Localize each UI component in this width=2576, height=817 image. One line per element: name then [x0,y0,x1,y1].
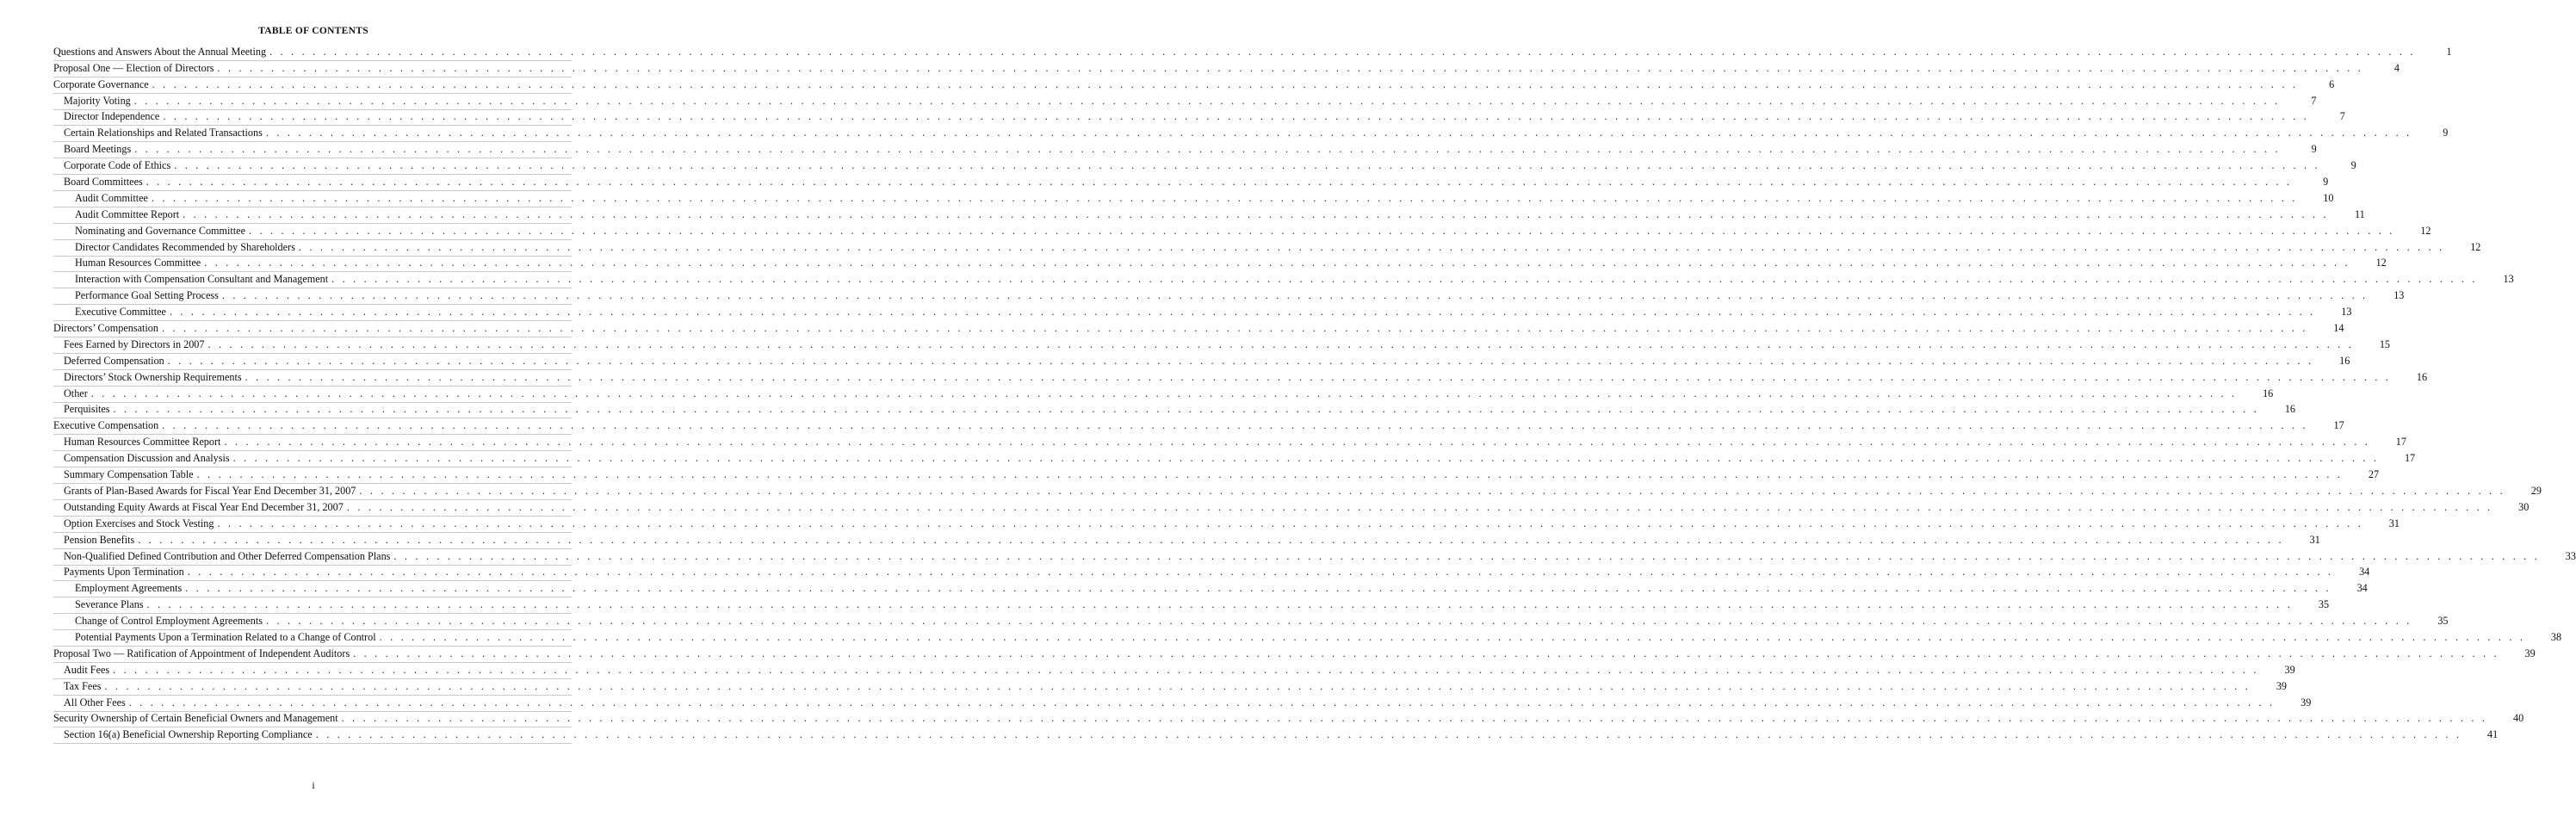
toc-entry [53,207,2365,224]
toc-entry [53,61,2400,77]
toc-entry-label: Audit Committee Report [75,207,180,220]
dot-leader: . . . . . . . . . . . . . . . . . . . . . . . . . . . . . . . . . . . . . . . . . . . . . . . . . . . . . . . . . . . . . . . . . . . . . . . . . . . . . . . . . . . . . . . . . . . . . . . . . . . . . . . . . . . . . . . . . . . . . . . . . . . . . . . . . . . . . . . . . . . . . . . . . . . . . . . . . . . . . . . . . . . . . . . . . . . . . . . . . . . . . . . . . . . . . . . . . . . . . . . . [217,517,2363,529]
toc-entry-label: Grants of Plan-Based Awards for Fiscal Year End December 31, 2007 [64,484,356,497]
toc-entry-page: 6 [2329,77,2335,90]
toc-entry [53,500,2530,517]
toc-entry [53,110,2345,127]
dot-leader: . . . . . . . . . . . . . . . . . . . . . . . . . . . . . . . . . . . . . . . . . . . . . . . . . . . . . . . . . . . . . . . . . . . . . . . . . . . . . . . . . . . . . . . . . . . . . . . . . . . . . . . . . . . . . . . . . . . . . . . . . . . . . . . . . . . . . . . . . . . . . . . . . . . . . . . . . . . . . . . . . . . . . . . . . . . . . . . . . . . . . . . . . . . . . . . . . . . . . . . . [196,468,2344,481]
dot-leader: . . . . . . . . . . . . . . . . . . . . . . . . . . . . . . . . . . . . . . . . . . . . . . . . . . . . . . . . . . . . . . . . . . . . . . . . . . . . . . . . . . . . . . . . . . . . . . . . . . . . . . . . . . . . . . . . . . . . . . . . . . . . . . . . . . . . . . . . . . . . . . . . . . . . . . . . . . . . . . . . . . . . . . . . . . . . . . . . . . . . . . . . . . . . . . . . . . . . . . . . [134,143,2281,156]
dot-leader: . . . . . . . . . . . . . . . . . . . . . . . . . . . . . . . . . . . . . . . . . . . . . . . . . . . . . . . . . . . . . . . . . . . . . . . . . . . . . . . . . . . . . . . . . . . . . . . . . . . . . . . . . . . . . . . . . . . . . . . . . . . . . . . . . . . . . . . . . . . . . . . . . . . . . . . . . . . . . . . . . . . . . . . . . . . . . . . . . . . . . . . . . . . . . . . . . . . . . . . . [232,452,2380,465]
toc-entry-label: Severance Plans [75,598,144,611]
toc-entry [53,321,2344,337]
toc-entry-page: 12 [2420,224,2431,237]
toc-entry-label: Fees Earned by Directors in 2007 [64,337,205,350]
toc-entry [53,403,2296,419]
toc-entry-page: 15 [2379,337,2390,350]
dot-leader: . . . . . . . . . . . . . . . . . . . . . . . . . . . . . . . . . . . . . . . . . . . . . . . . . . . . . . . . . . . . . . . . . . . . . . . . . . . . . . . . . . . . . . . . . . . . . . . . . . . . . . . . . . . . . . . . . . . . . . . . . . . . . . . . . . . . . . . . . . . . . . . . . . . . . . . . . . . . . . . . . . . . . . . . . . . . . . . . . . . . . . . . . . . . . . . . . . . . . . . . [113,663,2259,676]
toc-entry [53,77,2335,94]
dot-leader: . . . . . . . . . . . . . . . . . . . . . . . . . . . . . . . . . . . . . . . . . . . . . . . . . . . . . . . . . . . . . . . . . . . . . . . . . . . . . . . . . . . . . . . . . . . . . . . . . . . . . . . . . . . . . . . . . . . . . . . . . . . . . . . . . . . . . . . . . . . . . . . . . . . . . . . . . . . . . . . . . . . . . . . . . . . . . . . . . . . . . . . . . . . . . . . . . . . . . . . . [249,224,2395,237]
toc-entry [53,370,2428,387]
dot-leader: . . . . . . . . . . . . . . . . . . . . . . . . . . . . . . . . . . . . . . . . . . . . . . . . . . . . . . . . . . . . . . . . . . . . . . . . . . . . . . . . . . . . . . . . . . . . . . . . . . . . . . . . . . . . . . . . . . . . . . . . . . . . . . . . . . . . . . . . . . . . . . . . . . . . . . . . . . . . . . . . . . . . . . . . . . . . . . . . . . . . . . . . . . . . . . . . . . . . . . . . [161,322,2308,335]
toc-entry-label: Outstanding Equity Awards at Fiscal Year End December 31, 2007 [64,500,344,513]
toc-entry [53,679,2287,696]
toc-entry [53,630,2562,647]
toc-list [53,45,2576,744]
toc-entry [53,484,2542,500]
toc-entry-page: 30 [2518,500,2530,513]
toc-entry [53,387,2274,403]
toc-entry [53,566,2370,582]
dot-leader: . . . . . . . . . . . . . . . . . . . . . . . . . . . . . . . . . . . . . . . . . . . . . . . . . . . . . . . . . . . . . . . . . . . . . . . . . . . . . . . . . . . . . . . . . . . . . . . . . . . . . . . . . . . . . . . . . . . . . . . . . . . . . . . . . . . . . . . . . . . . . . . . . . . . . . . . . . . . . . . . . . . . . . . . . . . . . . . . . . . . . . . . . . . . . . . . . . . . . . . . [187,566,2334,579]
toc-entry-label: Summary Compensation Table [64,468,194,481]
toc-entry-page: 9 [2323,176,2329,189]
dot-leader: . . . . . . . . . . . . . . . . . . . . . . . . . . . . . . . . . . . . . . . . . . . . . . . . . . . . . . . . . . . . . . . . . . . . . . . . . . . . . . . . . . . . . . . . . . . . . . . . . . . . . . . . . . . . . . . . . . . . . . . . . . . . . . . . . . . . . . . . . . . . . . . . . . . . . . . . . . . . . . . . . . . . . . . . . . . . . . . . . . . . . . . . . . . . . . . . . . . . . . . . [353,647,2499,659]
toc-entry-label: Proposal Two — Ratification of Appointment of Independent Auditors [53,647,350,659]
toc-entry-page: 39 [2300,696,2312,709]
dot-leader: . . . . . . . . . . . . . . . . . . . . . . . . . . . . . . . . . . . . . . . . . . . . . . . . . . . . . . . . . . . . . . . . . . . . . . . . . . . . . . . . . . . . . . . . . . . . . . . . . . . . . . . . . . . . . . . . . . . . . . . . . . . . . . . . . . . . . . . . . . . . . . . . . . . . . . . . . . . . . . . . . . . . . . . . . . . . . . . . . . . . . . . . . . . . . . . . . . . . . . . . [163,110,2309,123]
toc-entry-page: 33 [2565,549,2576,562]
page-title: TABLE OF CONTENTS [258,26,368,36]
toc-entry [53,337,2390,354]
toc-entry-label: Director Independence [64,110,160,123]
toc-entry [53,354,2350,370]
toc-entry-page: 31 [2388,517,2400,529]
toc-entry-page: 17 [2404,452,2416,465]
toc-entry-label: Perquisites [64,403,110,416]
dot-leader: . . . . . . . . . . . . . . . . . . . . . . . . . . . . . . . . . . . . . . . . . . . . . . . . . . . . . . . . . . . . . . . . . . . . . . . . . . . . . . . . . . . . . . . . . . . . . . . . . . . . . . . . . . . . . . . . . . . . . . . . . . . . . . . . . . . . . . . . . . . . . . . . . . . . . . . . . . . . . . . . . . . . . . . . . . . . . . . . . . . . . . . . . . . . . . . . . . . . . . . . [245,370,2392,383]
toc-entry [53,712,2524,728]
toc-entry-label: Option Exercises and Stock Vesting [64,517,214,529]
toc-entry-page: 16 [2339,354,2350,367]
toc-entry-label: Employment Agreements [75,582,183,595]
toc-entry [53,272,2514,288]
toc-entry [53,597,2330,614]
dot-leader: . . . . . . . . . . . . . . . . . . . . . . . . . . . . . . . . . . . . . . . . . . . . . . . . . . . . . . . . . . . . . . . . . . . . . . . . . . . . . . . . . . . . . . . . . . . . . . . . . . . . . . . . . . . . . . . . . . . . . . . . . . . . . . . . . . . . . . . . . . . . . . . . . . . . . . . . . . . . . . . . . . . . . . . . . . . . . . . . . . . . . . . . . . . . . . . . . . . . . . . . [113,403,2260,416]
toc-entry [53,696,2312,712]
toc-entry [53,142,2317,158]
toc-entry-page: 34 [2356,582,2368,595]
toc-entry-label: Executive Compensation [53,419,159,432]
toc-entry-page: 39 [2524,647,2536,659]
toc-entry-label: Board Committees [64,176,143,189]
toc-entry [53,418,2344,435]
toc-entry-label: Majority Voting [64,94,131,107]
toc-entry-page: 41 [2487,728,2499,741]
dot-leader: . . . . . . . . . . . . . . . . . . . . . . . . . . . . . . . . . . . . . . . . . . . . . . . . . . . . . . . . . . . . . . . . . . . . . . . . . . . . . . . . . . . . . . . . . . . . . . . . . . . . . . . . . . . . . . . . . . . . . . . . . . . . . . . . . . . . . . . . . . . . . . . . . . . . . . . . . . . . . . . . . . . . . . . . . . . . . . . . . . . . . . . . . . . . . . . . . . . . . . . . [104,679,2251,692]
toc-entry-label: Audit Committee [75,191,148,204]
toc-entry-label: Interaction with Compensation Consultant and Management [75,273,329,286]
dot-leader: . . . . . . . . . . . . . . . . . . . . . . . . . . . . . . . . . . . . . . . . . . . . . . . . . . . . . . . . . . . . . . . . . . . . . . . . . . . . . . . . . . . . . . . . . . . . . . . . . . . . . . . . . . . . . . . . . . . . . . . . . . . . . . . . . . . . . . . . . . . . . . . . . . . . . . . . . . . . . . . . . . . . . . . . . . . . . . . . . . . . . . . . . . . . . . . . . . . . . . . . [346,500,2493,513]
toc-entry-label: Section 16(a) Beneficial Ownership Reporting Compliance [64,728,313,741]
toc-entry-label: Potential Payments Upon a Termination Related to a Change of Control [75,630,376,643]
dot-leader: . . . . . . . . . . . . . . . . . . . . . . . . . . . . . . . . . . . . . . . . . . . . . . . . . . . . . . . . . . . . . . . . . . . . . . . . . . . . . . . . . . . . . . . . . . . . . . . . . . . . . . . . . . . . . . . . . . . . . . . . . . . . . . . . . . . . . . . . . . . . . . . . . . . . . . . . . . . . . . . . . . . . . . . . . . . . . . . . . . . . . . . . . . . . . . . . . . . . . . . . [393,549,2540,562]
dot-leader: . . . . . . . . . . . . . . . . . . . . . . . . . . . . . . . . . . . . . . . . . . . . . . . . . . . . . . . . . . . . . . . . . . . . . . . . . . . . . . . . . . . . . . . . . . . . . . . . . . . . . . . . . . . . . . . . . . . . . . . . . . . . . . . . . . . . . . . . . . . . . . . . . . . . . . . . . . . . . . . . . . . . . . . . . . . . . . . . . . . . . . . . . . . . . . . . . . . . . . . . [138,533,2284,546]
dot-leader: . . . . . . . . . . . . . . . . . . . . . . . . . . . . . . . . . . . . . . . . . . . . . . . . . . . . . . . . . . . . . . . . . . . . . . . . . . . . . . . . . . . . . . . . . . . . . . . . . . . . . . . . . . . . . . . . . . . . . . . . . . . . . . . . . . . . . . . . . . . . . . . . . . . . . . . . . . . . . . . . . . . . . . . . . . . . . . . . . . . . . . . . . . . . . . . . . . . . . . . . [162,419,2308,432]
toc-entry-label: Deferred Compensation [64,354,164,367]
toc-entry [53,305,2352,321]
dot-leader: . . . . . . . . . . . . . . . . . . . . . . . . . . . . . . . . . . . . . . . . . . . . . . . . . . . . . . . . . . . . . . . . . . . . . . . . . . . . . . . . . . . . . . . . . . . . . . . . . . . . . . . . . . . . . . . . . . . . . . . . . . . . . . . . . . . . . . . . . . . . . . . . . . . . . . . . . . . . . . . . . . . . . . . . . . . . . . . . . . . . . . . . . . . . . . . . . . . . . . . . [217,61,2364,74]
toc-entry-page: 12 [2470,240,2481,253]
toc-entry [53,435,2406,451]
dot-leader: . . . . . . . . . . . . . . . . . . . . . . . . . . . . . . . . . . . . . . . . . . . . . . . . . . . . . . . . . . . . . . . . . . . . . . . . . . . . . . . . . . . . . . . . . . . . . . . . . . . . . . . . . . . . . . . . . . . . . . . . . . . . . . . . . . . . . . . . . . . . . . . . . . . . . . . . . . . . . . . . . . . . . . . . . . . . . . . . . . . . . . . . . . . . . . . . . . . . . . . . [183,207,2329,220]
toc-entry-page: 17 [2333,419,2344,432]
toc-entry [53,533,2320,549]
toc-entry-page: 13 [2341,306,2352,319]
toc-entry-page: 34 [2359,566,2370,579]
toc-entry [53,240,2481,257]
toc-entry-page: 39 [2284,663,2295,676]
toc-entry-page: 35 [2437,615,2449,628]
toc-entry-page: 7 [2311,94,2317,107]
dot-leader: . . . . . . . . . . . . . . . . . . . . . . . . . . . . . . . . . . . . . . . . . . . . . . . . . . . . . . . . . . . . . . . . . . . . . . . . . . . . . . . . . . . . . . . . . . . . . . . . . . . . . . . . . . . . . . . . . . . . . . . . . . . . . . . . . . . . . . . . . . . . . . . . . . . . . . . . . . . . . . . . . . . . . . . . . . . . . . . . . . . . . . . . . . . . . . . . . . . . . . . . [185,582,2331,595]
page-number: i [312,779,315,791]
dot-leader: . . . . . . . . . . . . . . . . . . . . . . . . . . . . . . . . . . . . . . . . . . . . . . . . . . . . . . . . . . . . . . . . . . . . . . . . . . . . . . . . . . . . . . . . . . . . . . . . . . . . . . . . . . . . . . . . . . . . . . . . . . . . . . . . . . . . . . . . . . . . . . . . . . . . . . . . . . . . . . . . . . . . . . . . . . . . . . . . . . . . . . . . . . . . . . . . . . . . . . . . [221,289,2369,302]
toc-entry [53,517,2400,533]
toc-entry-page: 39 [2276,679,2287,692]
toc-entry [53,175,2329,191]
toc-entry [53,451,2416,467]
dot-leader: . . . . . . . . . . . . . . . . . . . . . . . . . . . . . . . . . . . . . . . . . . . . . . . . . . . . . . . . . . . . . . . . . . . . . . . . . . . . . . . . . . . . . . . . . . . . . . . . . . . . . . . . . . . . . . . . . . . . . . . . . . . . . . . . . . . . . . . . . . . . . . . . . . . . . . . . . . . . . . . . . . . . . . . . . . . . . . . . . . . . . . . . . . . . . . . . . . . . . . . . [174,159,2320,172]
toc-entry-label: Tax Fees [64,679,102,692]
toc-entry-label: Certain Relationships and Related Transactions [64,127,263,139]
toc-entry-page: 38 [2550,630,2562,643]
toc-entry-page: 16 [2284,403,2296,416]
toc-entry-label: Payments Upon Termination [64,566,184,579]
toc-entry [53,191,2334,207]
toc-entry [53,614,2449,630]
toc-entry [53,288,2405,305]
dot-leader: . . . . . . . . . . . . . . . . . . . . . . . . . . . . . . . . . . . . . . . . . . . . . . . . . . . . . . . . . . . . . . . . . . . . . . . . . . . . . . . . . . . . . . . . . . . . . . . . . . . . . . . . . . . . . . . . . . . . . . . . . . . . . . . . . . . . . . . . . . . . . . . . . . . . . . . . . . . . . . . . . . . . . . . . . . . . . . . . . . . . . . . . . . . . . . . . . . . . . . . . [224,436,2370,449]
toc-entry-label: Compensation Discussion and Analysis [64,452,230,465]
dot-leader: . . . . . . . . . . . . . . . . . . . . . . . . . . . . . . . . . . . . . . . . . . . . . . . . . . . . . . . . . . . . . . . . . . . . . . . . . . . . . . . . . . . . . . . . . . . . . . . . . . . . . . . . . . . . . . . . . . . . . . . . . . . . . . . . . . . . . . . . . . . . . . . . . . . . . . . . . . . . . . . . . . . . . . . . . . . . . . . . . . . . . . . . . . . . . . . . . . . . . . . . [167,354,2314,367]
toc-entry [53,663,2295,679]
toc-entry-page: 12 [2375,257,2387,269]
toc-entry-label: Non-Qualified Defined Contribution and Other Deferred Compensation Plans [64,549,391,562]
toc-entry-label: Security Ownership of Certain Beneficial Owners and Management [53,712,338,725]
toc-entry-page: 35 [2318,598,2330,611]
toc-entry [53,158,2356,175]
toc-entry-label: Other [64,387,88,399]
toc-entry-page: 13 [2503,273,2514,286]
dot-leader: . . . . . . . . . . . . . . . . . . . . . . . . . . . . . . . . . . . . . . . . . . . . . . . . . . . . . . . . . . . . . . . . . . . . . . . . . . . . . . . . . . . . . . . . . . . . . . . . . . . . . . . . . . . . . . . . . . . . . . . . . . . . . . . . . . . . . . . . . . . . . . . . . . . . . . . . . . . . . . . . . . . . . . . . . . . . . . . . . . . . . . . . . . . . . . . . . . . . . . . . [146,176,2293,189]
toc-entry-page: 16 [2263,387,2274,399]
toc-entry-page: 4 [2393,61,2400,74]
dot-leader: . . . . . . . . . . . . . . . . . . . . . . . . . . . . . . . . . . . . . . . . . . . . . . . . . . . . . . . . . . . . . . . . . . . . . . . . . . . . . . . . . . . . . . . . . . . . . . . . . . . . . . . . . . . . . . . . . . . . . . . . . . . . . . . . . . . . . . . . . . . . . . . . . . . . . . . . . . . . . . . . . . . . . . . . . . . . . . . . . . . . . . . . . . . . . . . . . . . . . . . . [379,630,2526,643]
toc-entry-label: Corporate Code of Ethics [64,159,171,172]
toc-entry-label: All Other Fees [64,696,126,709]
toc-entry [53,727,2499,744]
toc-entry-page: 40 [2512,712,2524,725]
toc-entry-page: 13 [2393,289,2405,302]
toc-entry-page: 16 [2416,370,2428,383]
toc-entry-page: 9 [2443,127,2449,139]
toc-entry [53,647,2536,663]
toc-entry-page: 1 [2446,45,2452,58]
dot-leader: . . . . . . . . . . . . . . . . . . . . . . . . . . . . . . . . . . . . . . . . . . . . . . . . . . . . . . . . . . . . . . . . . . . . . . . . . . . . . . . . . . . . . . . . . . . . . . . . . . . . . . . . . . . . . . . . . . . . . . . . . . . . . . . . . . . . . . . . . . . . . . . . . . . . . . . . . . . . . . . . . . . . . . . . . . . . . . . . . . . . . . . . . . . . . . . . . . . . . . . . [133,94,2281,107]
toc-entry-label: Board Meetings [64,143,132,156]
toc-entry-page: 17 [2395,436,2406,449]
toc-entry-label: Directors’ Stock Ownership Requirements [64,370,242,383]
dot-leader: . . . . . . . . . . . . . . . . . . . . . . . . . . . . . . . . . . . . . . . . . . . . . . . . . . . . . . . . . . . . . . . . . . . . . . . . . . . . . . . . . . . . . . . . . . . . . . . . . . . . . . . . . . . . . . . . . . . . . . . . . . . . . . . . . . . . . . . . . . . . . . . . . . . . . . . . . . . . . . . . . . . . . . . . . . . . . . . . . . . . . . . . . . . . . . . . . . . . . . . . [359,484,2505,497]
dot-leader: . . . . . . . . . . . . . . . . . . . . . . . . . . . . . . . . . . . . . . . . . . . . . . . . . . . . . . . . . . . . . . . . . . . . . . . . . . . . . . . . . . . . . . . . . . . . . . . . . . . . . . . . . . . . . . . . . . . . . . . . . . . . . . . . . . . . . . . . . . . . . . . . . . . . . . . . . . . . . . . . . . . . . . . . . . . . . . . . . . . . . . . . . . . . . . . . . . . . . . . . [207,337,2354,350]
toc-entry-page: 31 [2309,533,2320,546]
toc-entry-page: 7 [2339,110,2345,123]
dot-leader: . . . . . . . . . . . . . . . . . . . . . . . . . . . . . . . . . . . . . . . . . . . . . . . . . . . . . . . . . . . . . . . . . . . . . . . . . . . . . . . . . . . . . . . . . . . . . . . . . . . . . . . . . . . . . . . . . . . . . . . . . . . . . . . . . . . . . . . . . . . . . . . . . . . . . . . . . . . . . . . . . . . . . . . . . . . . . . . . . . . . . . . . . . . . . . . . . . . . . . . . [151,191,2298,204]
toc-entry [53,45,2452,61]
dot-leader: . . . . . . . . . . . . . . . . . . . . . . . . . . . . . . . . . . . . . . . . . . . . . . . . . . . . . . . . . . . . . . . . . . . . . . . . . . . . . . . . . . . . . . . . . . . . . . . . . . . . . . . . . . . . . . . . . . . . . . . . . . . . . . . . . . . . . . . . . . . . . . . . . . . . . . . . . . . . . . . . . . . . . . . . . . . . . . . . . . . . . . . . . . . . . . . . . . . . . . . . [269,45,2416,58]
toc-entry-label: Corporate Governance [53,77,149,90]
toc-entry-label: Human Resources Committee [75,257,201,269]
dot-leader: . . . . . . . . . . . . . . . . . . . . . . . . . . . . . . . . . . . . . . . . . . . . . . . . . . . . . . . . . . . . . . . . . . . . . . . . . . . . . . . . . . . . . . . . . . . . . . . . . . . . . . . . . . . . . . . . . . . . . . . . . . . . . . . . . . . . . . . . . . . . . . . . . . . . . . . . . . . . . . . . . . . . . . . . . . . . . . . . . . . . . . . . . . . . . . . . . . . . . . . . [331,273,2478,286]
dot-leader: . . . . . . . . . . . . . . . . . . . . . . . . . . . . . . . . . . . . . . . . . . . . . . . . . . . . . . . . . . . . . . . . . . . . . . . . . . . . . . . . . . . . . . . . . . . . . . . . . . . . . . . . . . . . . . . . . . . . . . . . . . . . . . . . . . . . . . . . . . . . . . . . . . . . . . . . . . . . . . . . . . . . . . . . . . . . . . . . . . . . . . . . . . . . . . . . . . . . . . . . [169,306,2316,319]
toc-entry [53,549,2576,566]
toc-entry-page: 10 [2323,191,2334,204]
toc-entry [53,467,2380,484]
toc-entry-label: Proposal One — Election of Directors [53,61,214,74]
toc-entry-label: Audit Fees [64,663,110,676]
dot-leader: . . . . . . . . . . . . . . . . . . . . . . . . . . . . . . . . . . . . . . . . . . . . . . . . . . . . . . . . . . . . . . . . . . . . . . . . . . . . . . . . . . . . . . . . . . . . . . . . . . . . . . . . . . . . . . . . . . . . . . . . . . . . . . . . . . . . . . . . . . . . . . . . . . . . . . . . . . . . . . . . . . . . . . . . . . . . . . . . . . . . . . . . . . . . . . . . . . . . . . . . [90,387,2238,399]
dot-leader: . . . . . . . . . . . . . . . . . . . . . . . . . . . . . . . . . . . . . . . . . . . . . . . . . . . . . . . . . . . . . . . . . . . . . . . . . . . . . . . . . . . . . . . . . . . . . . . . . . . . . . . . . . . . . . . . . . . . . . . . . . . . . . . . . . . . . . . . . . . . . . . . . . . . . . . . . . . . . . . . . . . . . . . . . . . . . . . . . . . . . . . . . . . . . . . . . . . . . . . . [146,598,2294,611]
toc-entry-page: 9 [2311,143,2317,156]
dot-leader: . . . . . . . . . . . . . . . . . . . . . . . . . . . . . . . . . . . . . . . . . . . . . . . . . . . . . . . . . . . . . . . . . . . . . . . . . . . . . . . . . . . . . . . . . . . . . . . . . . . . . . . . . . . . . . . . . . . . . . . . . . . . . . . . . . . . . . . . . . . . . . . . . . . . . . . . . . . . . . . . . . . . . . . . . . . . . . . . . . . . . . . . . . . . . . . . . . . . . . . . [265,615,2412,628]
toc-entry-label: Director Candidates Recommended by Shareholders [75,240,295,253]
toc-entry-page: 27 [2368,468,2380,481]
toc-entry [53,581,2368,597]
toc-entry-label: Pension Benefits [64,533,135,546]
dot-leader: . . . . . . . . . . . . . . . . . . . . . . . . . . . . . . . . . . . . . . . . . . . . . . . . . . . . . . . . . . . . . . . . . . . . . . . . . . . . . . . . . . . . . . . . . . . . . . . . . . . . . . . . . . . . . . . . . . . . . . . . . . . . . . . . . . . . . . . . . . . . . . . . . . . . . . . . . . . . . . . . . . . . . . . . . . . . . . . . . . . . . . . . . . . . . . . . . . . . . . . . [128,696,2276,709]
dot-leader: . . . . . . . . . . . . . . . . . . . . . . . . . . . . . . . . . . . . . . . . . . . . . . . . . . . . . . . . . . . . . . . . . . . . . . . . . . . . . . . . . . . . . . . . . . . . . . . . . . . . . . . . . . . . . . . . . . . . . . . . . . . . . . . . . . . . . . . . . . . . . . . . . . . . . . . . . . . . . . . . . . . . . . . . . . . . . . . . . . . . . . . . . . . . . . . . . . . . . . . . [298,240,2445,253]
toc-entry-page: 11 [2354,207,2365,220]
toc-entry-label: Human Resources Committee Report [64,436,221,449]
toc-entry-page: 29 [2530,484,2542,497]
toc-entry [53,126,2449,142]
toc-entry [53,257,2387,273]
toc-entry [53,224,2431,240]
dot-leader: . . . . . . . . . . . . . . . . . . . . . . . . . . . . . . . . . . . . . . . . . . . . . . . . . . . . . . . . . . . . . . . . . . . . . . . . . . . . . . . . . . . . . . . . . . . . . . . . . . . . . . . . . . . . . . . . . . . . . . . . . . . . . . . . . . . . . . . . . . . . . . . . . . . . . . . . . . . . . . . . . . . . . . . . . . . . . . . . . . . . . . . . . . . . . . . . . . . . . . . . [152,77,2299,90]
toc-entry-label: Directors’ Compensation [53,322,158,335]
dot-leader: . . . . . . . . . . . . . . . . . . . . . . . . . . . . . . . . . . . . . . . . . . . . . . . . . . . . . . . . . . . . . . . . . . . . . . . . . . . . . . . . . . . . . . . . . . . . . . . . . . . . . . . . . . . . . . . . . . . . . . . . . . . . . . . . . . . . . . . . . . . . . . . . . . . . . . . . . . . . . . . . . . . . . . . . . . . . . . . . . . . . . . . . . . . . . . . . . . . . . . . . [204,257,2350,269]
toc-entry-label: Executive Committee [75,306,166,319]
toc-entry-label: Nominating and Governance Committee [75,224,245,237]
toc-entry-label: Questions and Answers About the Annual Meeting [53,45,267,58]
toc-entry-label: Change of Control Employment Agreements [75,615,263,628]
dot-leader: . . . . . . . . . . . . . . . . . . . . . . . . . . . . . . . . . . . . . . . . . . . . . . . . . . . . . . . . . . . . . . . . . . . . . . . . . . . . . . . . . . . . . . . . . . . . . . . . . . . . . . . . . . . . . . . . . . . . . . . . . . . . . . . . . . . . . . . . . . . . . . . . . . . . . . . . . . . . . . . . . . . . . . . . . . . . . . . . . . . . . . . . . . . . . . . . . . . . . . . . [315,728,2462,741]
dot-leader: . . . . . . . . . . . . . . . . . . . . . . . . . . . . . . . . . . . . . . . . . . . . . . . . . . . . . . . . . . . . . . . . . . . . . . . . . . . . . . . . . . . . . . . . . . . . . . . . . . . . . . . . . . . . . . . . . . . . . . . . . . . . . . . . . . . . . . . . . . . . . . . . . . . . . . . . . . . . . . . . . . . . . . . . . . . . . . . . . . . . . . . . . . . . . . . . . . . . . . . . [265,127,2412,139]
toc-entry-label: Performance Goal Setting Process [75,289,219,302]
toc-entry [53,94,2317,110]
toc-entry-page: 9 [2350,159,2356,172]
dot-leader: . . . . . . . . . . . . . . . . . . . . . . . . . . . . . . . . . . . . . . . . . . . . . . . . . . . . . . . . . . . . . . . . . . . . . . . . . . . . . . . . . . . . . . . . . . . . . . . . . . . . . . . . . . . . . . . . . . . . . . . . . . . . . . . . . . . . . . . . . . . . . . . . . . . . . . . . . . . . . . . . . . . . . . . . . . . . . . . . . . . . . . . . . . . . . . . . . . . . . . . . [341,712,2488,725]
toc-entry-page: 14 [2333,322,2344,335]
